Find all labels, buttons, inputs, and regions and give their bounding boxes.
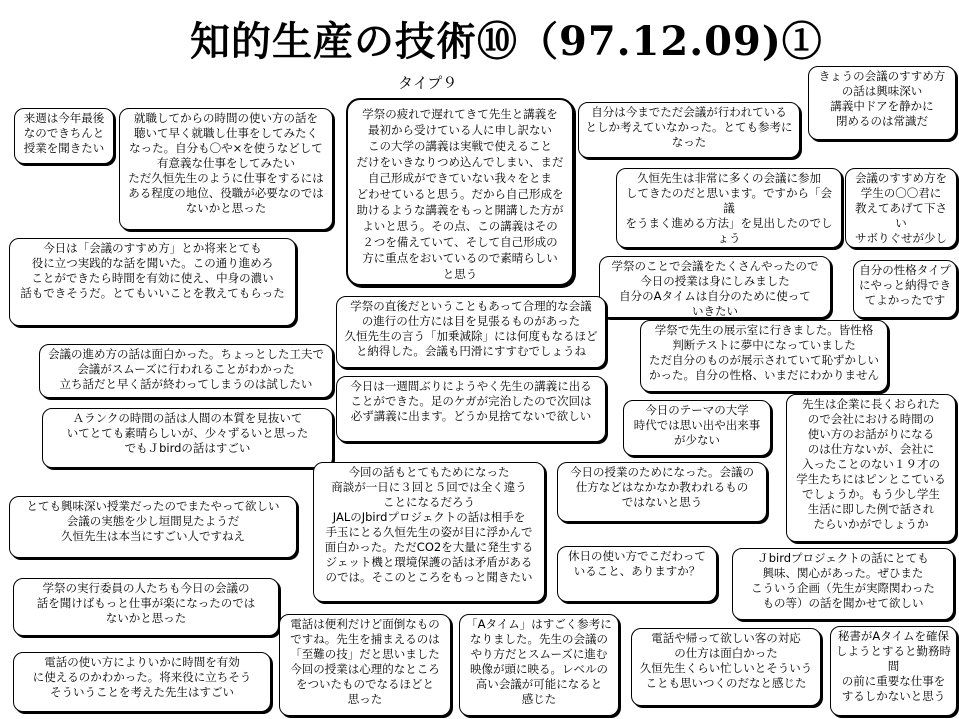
comment-box: 今日のテーマの大学 時代では思い出や出来事 が少ない — [623, 400, 771, 456]
comment-box: 会議のすすめ方を 学生の〇〇君に 教えてあげて下さい サボりぐせが少し — [845, 168, 957, 248]
comment-box: 電話の使い方によりいかに時間を有効 に使えるのかわかった。将来役に立ちそう そういうことを考えた先生はすごい — [13, 652, 271, 712]
comment-box: 電話は便利だけど面倒なもの ですね。先生を捕まえるのは 「至難の技」だと思いました 今回の授業は心理的なところ をついたものでなるほどと 思った — [279, 614, 451, 716]
comment-box: 学祭の実行委員の人たちも今日の会議の 話を聞けばもっと仕事が楽になったのでは ないかと思った — [13, 578, 279, 636]
comment-box: 学祭の直後だということもあって合理的な会議 の進行の仕方には目を見張るものがあった 久恒先生の言う「加乗減除」には何度もなるほど と納得した。会議も円滑にすすむでしょうね — [336, 296, 606, 368]
comment-box: 今回の話もとてもためになった 商談が一日に３回と５回では全く違う ことになるだろう JALのJbirdプロジェクトの話は相手を 手玉にとる久恒先生の姿が目に浮かんで 面白かった。ただCO2を大量に発生する ジェット機と環境保護の話は矛盾がある のでは。そこのところをもっと聞きたい — [313, 462, 545, 602]
comment-box: Ｊbirdプロジェクトの話にとても 興味、関心があった。ぜひまた こういう企画（先生が実際関わった もの等）の話を聞かせて欲しい — [732, 548, 954, 620]
comment-box: 学祭のことで会議をたくさんやったので 今日の授業は身にしみました 自分のAタイムは自分のために使って いきたい — [599, 256, 831, 318]
comment-box: 学祭で先生の展示室に行きました。皆性格 判断テストに夢中になっていました ただ自分のものが展示されていて恥ずかしい かった。自分の性格、いまだにわかりません — [640, 320, 888, 392]
comment-box: 今日は「会議のすすめ方」とか将来とても 役に立つ実践的な話を聞いた。この通り進めろ ことができたら時間を有効に使え、中身の濃い 話もできそうだ。とてもいいことを教えてもらった — [9, 238, 296, 326]
comment-box: 休日の使い方でこだわって いること、ありますか？ — [557, 546, 717, 602]
comment-box: 久恒先生は非常に多くの会議に参加 してきたのだと思います。ですから「会議 をうまく進める方法」を見出したのでしょう — [616, 168, 842, 248]
comment-box: 自分は今までただ会議が行われている としか考えていなかった。とても参考に なった — [578, 102, 800, 158]
page-subtitle: タイプ９ — [398, 74, 458, 92]
comment-box: 電話や帰って欲しい客の対応 の仕方は面白かった 久恒先生くらい忙しいとそういう ことも思いつくのだなと感じた — [631, 628, 821, 706]
comment-box: 就職してからの時間の使い方の話を 聴いて早く就職し仕事をしてみたく なった。自分も〇や×を使うなどして 有意義な仕事をしてみたい ただ久恒先生のように仕事をするには ある程度の地位、役職が必要なのでは ないかと思った — [119, 108, 333, 230]
comment-box: 会議の進め方の話は面白かった。ちょっとした工夫で 会議がスムーズに行われることがわかった 立ち話だと早く話が終わってしまうのは試したい — [39, 344, 333, 398]
comment-box: 先生は企業に長くおられた ので会社における時間の 使い方のお話がりになる のは仕方ないが、会社に 入ったことのない１９才の 学生たちにはピンとこている でしょうか。もう少し学生 生活に即した例で話され たらいかがでしょうか — [786, 394, 956, 542]
comment-box: Ａランクの時間の話は人間の本質を見抜いて いてとても素晴らしいが、少々ずるいと思った でもＪbirdの話はすごい — [42, 408, 333, 468]
comment-box: 今日は一週間ぶりにようやく先生の講義に出る ことができた。足のケガが完治したので次回は 必ず講義に出ます。どうか見捨てないで欲しい — [336, 376, 606, 442]
comment-box-highlighted: 学祭の疲れで遅れてきて先生と講義を 最初から受けている人に申し訳ない この大学の講義は実戦で使えること だけをいきなりつめ込んでしまい、まだ 自己形成ができていない我々をとま どわせていると思う。だから自己形成を 助けるような講義をもっと開講した方が よいと思う。その点、この講義はその ２つを備えていて、そして自己形成の 方に重点をおいているので素晴らしい と思う — [346, 98, 574, 286]
comment-box: きょうの会議のすすめ方 の話は興味深い 講義中ドアを静かに 閉めるのは常識だ — [808, 66, 956, 140]
comment-box: 来週は今年最後 なのできちんと 授業を聞きたい — [14, 108, 114, 164]
comment-box: 秘書がAタイムを確保 しようとすると勤務時間 の前に重要な仕事を するしかないと思う — [830, 626, 957, 716]
comment-box: 「Aタイム」はすごく参考に なりました。先生の会議の やり方だとスムーズに進む 映像が頭に映る。レベルの 高い会議が可能になると 感じた — [459, 614, 619, 716]
comment-box: とても興味深い授業だったのでまたやって欲しい 会議の実態を少し垣間見たようだ 久恒先生は本当にすごい人ですねえ — [9, 496, 297, 558]
comment-box: 自分の性格タイプ にやっと納得でき てよかったです — [853, 260, 957, 318]
page-title: 知的生産の技術⑩（97.12.09)① — [190, 18, 823, 65]
comment-box: 今日の授業のためになった。会議の 仕方などはなかなか教われるもの ではないと思う — [557, 462, 767, 522]
